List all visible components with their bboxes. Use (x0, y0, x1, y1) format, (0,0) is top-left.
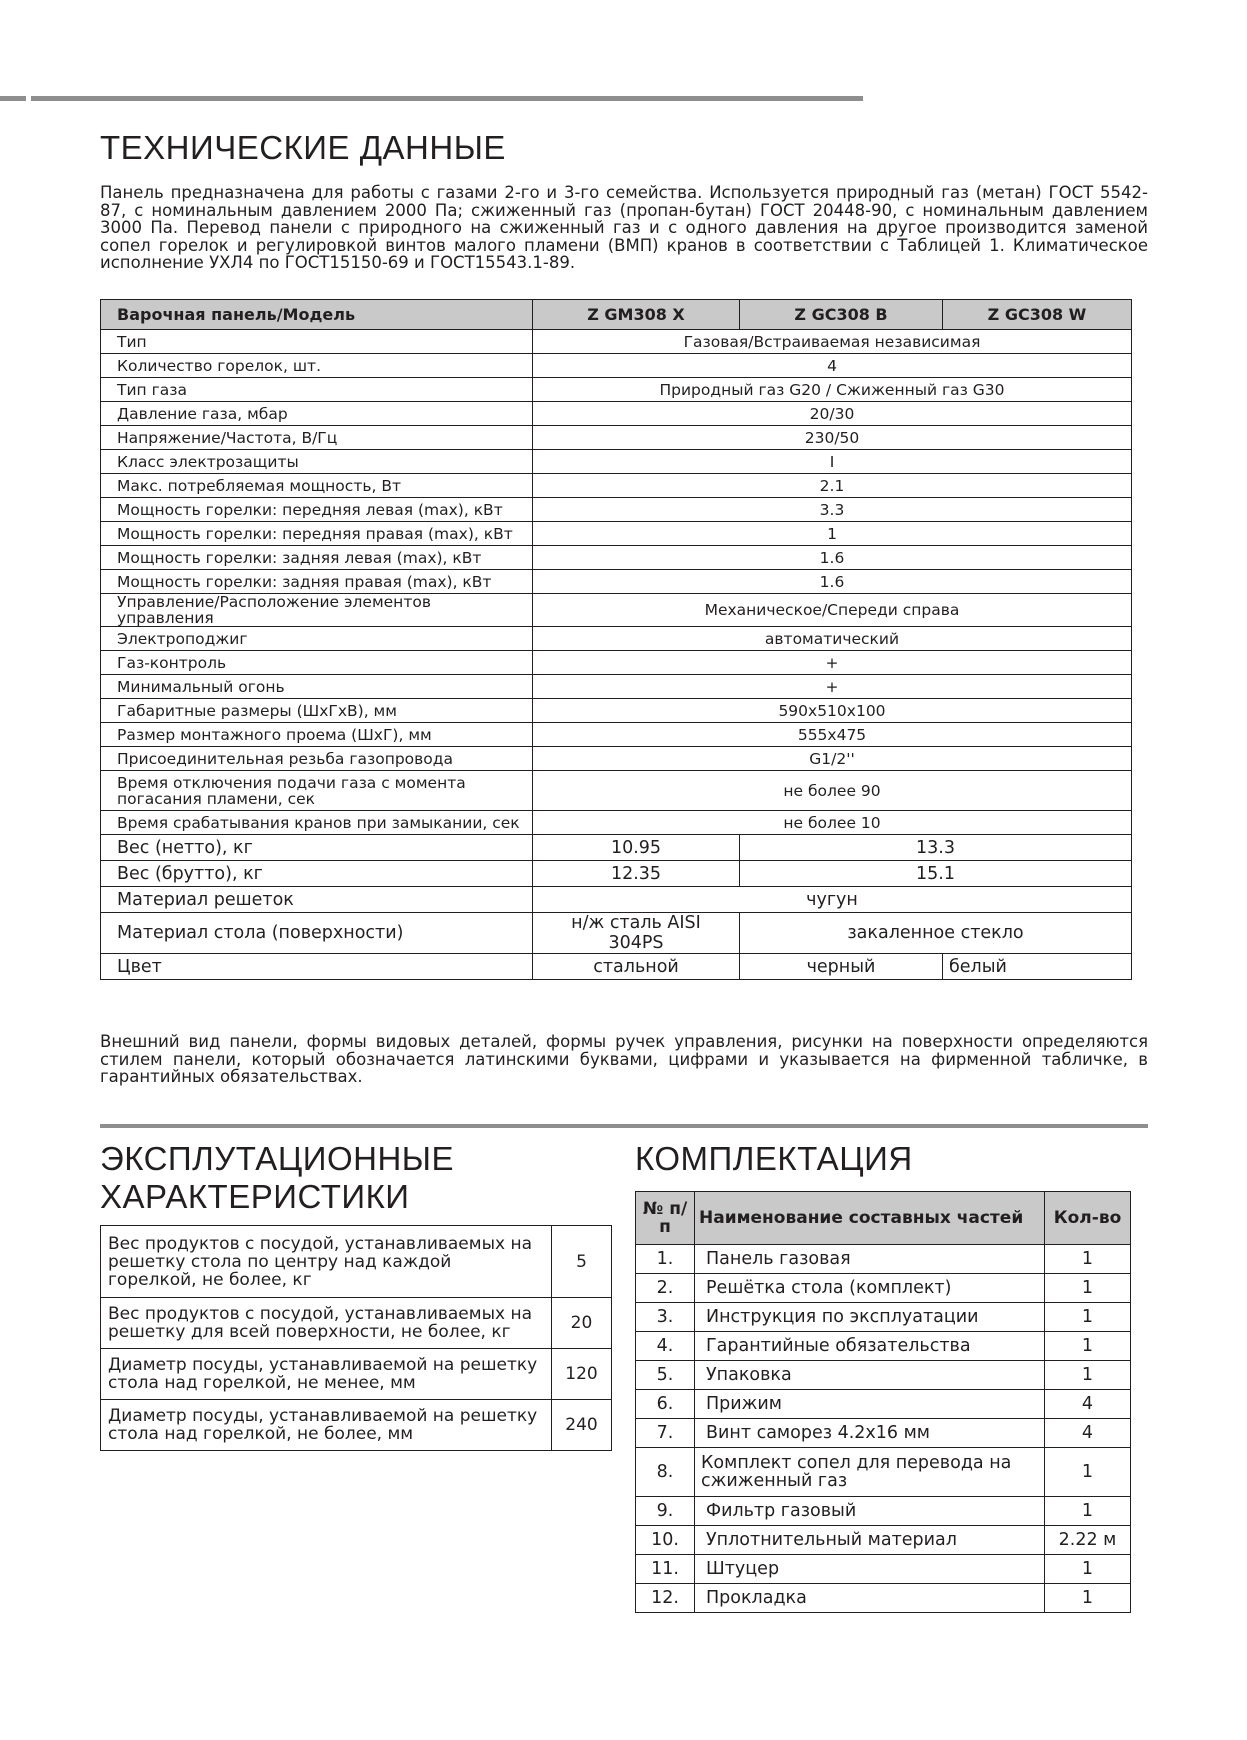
oper-row (101, 1400, 612, 1451)
kit-row (636, 1274, 1131, 1303)
spec-value: I (533, 450, 1132, 474)
spec-header-gm308x: Z GM308 X (533, 300, 740, 330)
spec-value: Природный газ G20 / Сжиженный газ G30 (533, 378, 1132, 402)
spec-label: Тип газа (101, 378, 533, 402)
spec-value-bw: 15.1 (740, 861, 1132, 887)
spec-label: Габаритные размеры (ШxГxВ), мм (101, 699, 533, 723)
oper-title-line1: ЭКСПЛУТАЦИОННЫЕ (100, 1140, 454, 1177)
spec-value: 4 (533, 354, 1132, 378)
spec-header-row (101, 300, 1132, 330)
kit-name: Гарантийные обязательства (695, 1332, 1045, 1361)
spec-row (101, 330, 1132, 354)
oper-row (101, 1349, 612, 1400)
spec-header-gc308w: Z GC308 W (943, 300, 1132, 330)
spec-label: Материал решеток (101, 887, 533, 913)
kit-row (636, 1526, 1131, 1555)
spec-value: 1.6 (533, 570, 1132, 594)
spec-label: Вес (нетто), кг (101, 835, 533, 861)
spec-row-weight-net (101, 835, 1132, 861)
spec-row (101, 474, 1132, 498)
kit-body (636, 1245, 1131, 1613)
oper-label: Диаметр посуды, устанавливаемой на решетку стола над горелкой, не менее, мм (101, 1349, 552, 1400)
spec-row-grate (101, 887, 1132, 913)
kit-num: 2. (636, 1274, 695, 1303)
spec-header-model: Варочная панель/Модель (101, 300, 533, 330)
kit-qty: 4 (1045, 1419, 1131, 1448)
spec-row (101, 402, 1132, 426)
spec-value-x: н/ж сталь AISI 304PS (533, 913, 740, 954)
kit-num: 10. (636, 1526, 695, 1555)
kit-name: Штуцер (695, 1555, 1045, 1584)
spec-value: 590x510x100 (533, 699, 1132, 723)
spec-value: + (533, 675, 1132, 699)
kit-title: КОМПЛЕКТАЦИЯ (635, 1140, 913, 1177)
kit-row (636, 1390, 1131, 1419)
kit-row (636, 1245, 1131, 1274)
oper-row (101, 1298, 612, 1349)
spec-label: Количество горелок, шт. (101, 354, 533, 378)
spec-value: автоматический (533, 627, 1132, 651)
spec-table (100, 299, 1132, 980)
kit-qty: 1 (1045, 1245, 1131, 1274)
kit-num: 11. (636, 1555, 695, 1584)
spec-value-w: белый (943, 954, 1132, 980)
spec-label: Мощность горелки: задняя левая (max), кВт (101, 546, 533, 570)
spec-value-bw: 13.3 (740, 835, 1132, 861)
spec-label: Класс электрозащиты (101, 450, 533, 474)
spec-row-color (101, 954, 1132, 980)
spec-label: Присоединительная резьба газопровода (101, 747, 533, 771)
spec-header-gc308b: Z GC308 B (740, 300, 943, 330)
oper-label: Диаметр посуды, устанавливаемой на решетку стола над горелкой, не более, мм (101, 1400, 552, 1451)
kit-name: Упаковка (695, 1361, 1045, 1390)
spec-value: Газовая/Встраиваемая независимая (533, 330, 1132, 354)
spec-row (101, 498, 1132, 522)
kit-name: Панель газовая (695, 1245, 1045, 1274)
kit-qty: 1 (1045, 1584, 1131, 1613)
spec-row (101, 771, 1132, 811)
kit-qty: 1 (1045, 1303, 1131, 1332)
spec-value: 230/50 (533, 426, 1132, 450)
spec-value: Механическое/Спереди справа (533, 594, 1132, 627)
spec-row (101, 723, 1132, 747)
spec-value: 3.3 (533, 498, 1132, 522)
spec-row (101, 675, 1132, 699)
spec-value: + (533, 651, 1132, 675)
spec-value: 1 (533, 522, 1132, 546)
kit-qty: 1 (1045, 1274, 1131, 1303)
spec-label: Материал стола (поверхности) (101, 913, 533, 954)
kit-num: 7. (636, 1419, 695, 1448)
spec-row (101, 651, 1132, 675)
kit-name: Винт саморез 4.2x16 мм (695, 1419, 1045, 1448)
spec-row-weight-gross (101, 861, 1132, 887)
oper-body (101, 1226, 612, 1451)
spec-value: 1.6 (533, 546, 1132, 570)
spec-row (101, 378, 1132, 402)
oper-value: 240 (552, 1400, 612, 1451)
spec-value: не более 10 (533, 811, 1132, 835)
spec-value: 20/30 (533, 402, 1132, 426)
oper-value: 120 (552, 1349, 612, 1400)
kit-name: Прижим (695, 1390, 1045, 1419)
section-rule (100, 1124, 1148, 1128)
spec-row (101, 426, 1132, 450)
spec-label: Газ-контроль (101, 651, 533, 675)
oper-table (100, 1225, 612, 1451)
spec-label: Время отключения подачи газа с момента погасания пламени, сек (101, 771, 533, 811)
kit-num: 9. (636, 1497, 695, 1526)
spec-value: чугун (533, 887, 1132, 913)
kit-row (636, 1419, 1131, 1448)
kit-name: Уплотнительный материал (695, 1526, 1045, 1555)
spec-label: Вес (брутто), кг (101, 861, 533, 887)
kit-row (636, 1332, 1131, 1361)
kit-name: Прокладка (695, 1584, 1045, 1613)
spec-label: Макс. потребляемая мощность, Вт (101, 474, 533, 498)
spec-row (101, 354, 1132, 378)
kit-row (636, 1448, 1131, 1497)
kit-row (636, 1303, 1131, 1332)
oper-label: Вес продуктов с посудой, устанавливаемых на решетку для всей поверхности, не более, кг (101, 1298, 552, 1349)
spec-value-b: черный (740, 954, 943, 980)
spec-value: G1/2'' (533, 747, 1132, 771)
spec-label: Напряжение/Частота, В/Гц (101, 426, 533, 450)
kit-qty: 1 (1045, 1448, 1131, 1497)
kit-qty: 2.22 м (1045, 1526, 1131, 1555)
kit-num: 4. (636, 1332, 695, 1361)
kit-num: 12. (636, 1584, 695, 1613)
spec-value-bw: закаленное стекло (740, 913, 1132, 954)
spec-row (101, 570, 1132, 594)
tech-outro: Внешний вид панели, формы видовых деталей, формы ручек управления, рисунки на поверхности определяются стилем панели, который обозначается латинскими буквами, цифрами и указывается на фирменной табличке, в гарантийных обязательствах. (100, 1032, 1148, 1086)
kit-num: 5. (636, 1361, 695, 1390)
spec-value: 555x475 (533, 723, 1132, 747)
kit-num: 8. (636, 1448, 695, 1497)
oper-label: Вес продуктов с посудой, устанавливаемых на решетку стола по центру над каждой горелкой, не более, кг (101, 1226, 552, 1298)
kit-qty: 1 (1045, 1361, 1131, 1390)
spec-label: Управление/Расположение элементов управления (101, 594, 533, 627)
spec-label: Время срабатывания кранов при замыкании, сек (101, 811, 533, 835)
spec-row (101, 450, 1132, 474)
spec-label: Давление газа, мбар (101, 402, 533, 426)
spec-label: Тип (101, 330, 533, 354)
oper-title-line2: ХАРАКТЕРИСТИКИ (100, 1178, 410, 1215)
spec-row (101, 699, 1132, 723)
kit-qty: 1 (1045, 1332, 1131, 1361)
kit-qty: 1 (1045, 1497, 1131, 1526)
spec-value: не более 90 (533, 771, 1132, 811)
kit-name: Фильтр газовый (695, 1497, 1045, 1526)
spec-label: Мощность горелки: задняя правая (max), кВт (101, 570, 533, 594)
spec-label: Цвет (101, 954, 533, 980)
oper-row (101, 1226, 612, 1298)
spec-value-x: 12.35 (533, 861, 740, 887)
top-rule-short (0, 96, 26, 101)
spec-row-surface (101, 913, 1132, 954)
spec-row (101, 546, 1132, 570)
kit-header-row (636, 1192, 1131, 1245)
kit-name: Решётка стола (комплект) (695, 1274, 1045, 1303)
spec-row (101, 522, 1132, 546)
kit-row (636, 1584, 1131, 1613)
tech-intro: Панель предназначена для работы с газами 2-го и 3-го семейства. Используется природный газ (метан) ГОСТ 5542-87, с номинальным давлением 2000 Па; сжиженный газ (пропан-бутан) ГОСТ 20448-90, с номинальным давлением 3000 Па. Перевод панели с природного на сжиженный газ и с одного давления на другое производится заменой сопел горелок и регулировкой винтов малого пламени (ВМП) кранов в соответствии с Таблицей 1. Климатическое исполнение УХЛ4 по ГОСТ15150-69 и ГОСТ15543.1-89. (100, 183, 1148, 272)
kit-row (636, 1497, 1131, 1526)
spec-label: Мощность горелки: передняя левая (max), кВт (101, 498, 533, 522)
spec-value-x: 10.95 (533, 835, 740, 861)
kit-name: Инструкция по эксплуатации (695, 1303, 1045, 1332)
kit-row (636, 1361, 1131, 1390)
kit-qty: 1 (1045, 1555, 1131, 1584)
oper-value: 20 (552, 1298, 612, 1349)
kit-num: 1. (636, 1245, 695, 1274)
kit-name: Комплект сопел для перевода на сжиженный газ (695, 1448, 1045, 1497)
spec-label: Размер монтажного проема (ШxГ), мм (101, 723, 533, 747)
spec-label: Электроподжиг (101, 627, 533, 651)
spec-body (101, 330, 1132, 980)
kit-header-name: Наименование составных частей (695, 1192, 1045, 1245)
spec-row (101, 811, 1132, 835)
top-rule (31, 96, 863, 101)
spec-row (101, 627, 1132, 651)
spec-row (101, 747, 1132, 771)
kit-table (635, 1191, 1131, 1613)
kit-num: 6. (636, 1390, 695, 1419)
spec-label: Мощность горелки: передняя правая (max), кВт (101, 522, 533, 546)
spec-row (101, 594, 1132, 627)
kit-num: 3. (636, 1303, 695, 1332)
kit-header-qty: Кол-во (1045, 1192, 1131, 1245)
kit-row (636, 1555, 1131, 1584)
tech-title: ТЕХНИЧЕСКИЕ ДАННЫЕ (100, 129, 506, 166)
kit-header-num: № п/п (636, 1192, 695, 1245)
spec-value-x: стальной (533, 954, 740, 980)
kit-qty: 4 (1045, 1390, 1131, 1419)
spec-value: 2.1 (533, 474, 1132, 498)
spec-label: Минимальный огонь (101, 675, 533, 699)
oper-value: 5 (552, 1226, 612, 1298)
